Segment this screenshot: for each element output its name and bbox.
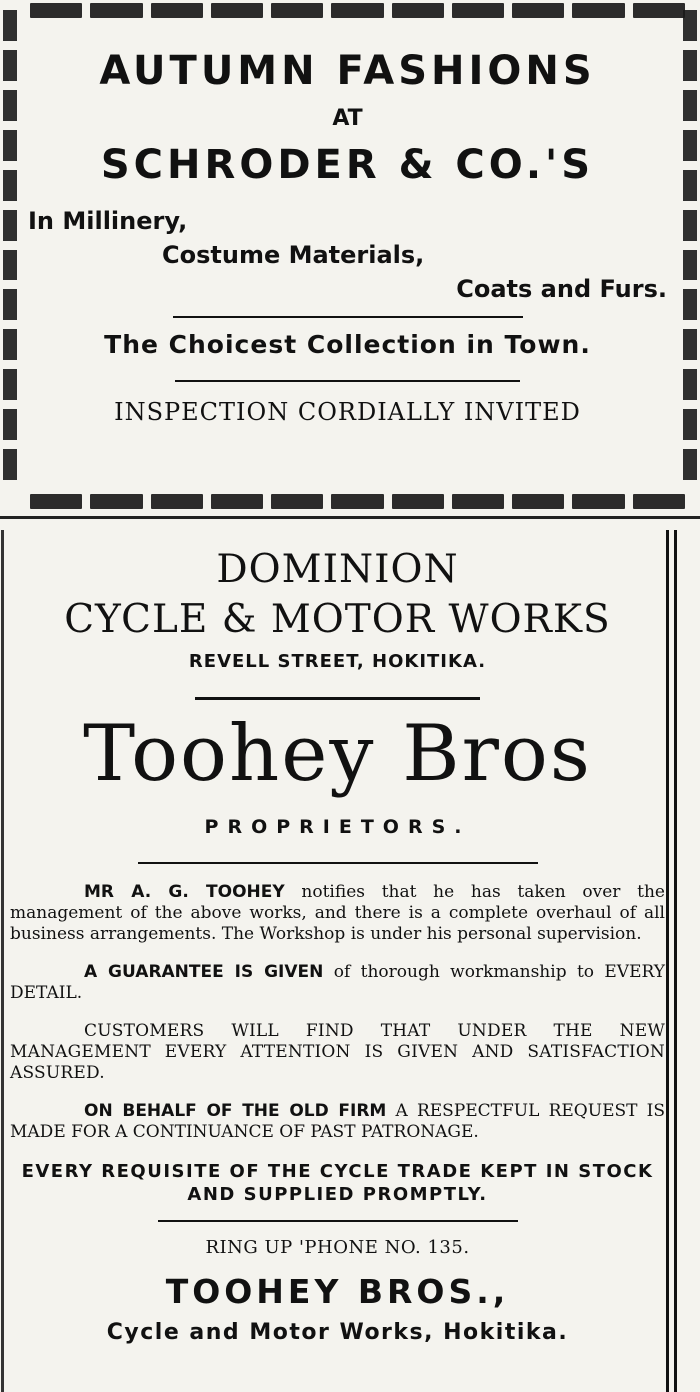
paragraph-old-firm [10,1101,665,1143]
paragraph-customers: CUSTOMERS WILL FIND THAT UNDER THE NEW MANAGEMENT EVERY ATTENTION IS GIVEN AND SATISFACTION ASSURED. [10,1021,665,1083]
line-millinery: In Millinery, [28,207,188,235]
signature: TOOHEY BROS., [165,1272,510,1311]
paragraph-text: notifies that he has taken over the management of the above works, and there is a complete overhaul of all business arrangements. The Workshop is under his personal supervision. [10,882,665,944]
signature-subtitle: Cycle and Motor Works, Hokitika. [106,1320,569,1345]
frame-rule-right-outer [674,530,677,1392]
paragraph-lead: ON BEHALF OF THE OLD FIRM [84,1101,387,1121]
frame-rule-left [1,530,4,1392]
schroder-advert-body [20,40,675,428]
divider [175,380,520,382]
divider [173,316,523,318]
schroder-advert [0,0,700,515]
line-coats: Coats and Furs. [456,275,667,303]
paragraph-management [10,882,665,945]
street-address: REVELL STREET, HOKITIKA. [188,651,487,672]
paragraph-lead: MR A. G. TOOHEY [84,882,285,902]
stock-notice: EVERY REQUISITE OF THE CYCLE TRADE KEPT IN STOCK AND SUPPLIED PROMPTLY. [21,1161,654,1205]
firm-name: Toohey Bros [83,709,592,799]
decorative-border-top [30,3,685,18]
store-name: SCHRODER & CO.'S [100,142,595,188]
divider [158,1220,518,1222]
inspection-invitation: INSPECTION CORDIALLY INVITED [114,398,581,426]
divider [195,697,480,700]
advert-heading: AUTUMN FASHIONS [99,48,596,94]
advert-at: AT [332,106,363,131]
toohey-advert [10,545,665,1348]
paragraph-guarantee [10,962,665,1004]
works-title-line2: CYCLE & MOTOR WORKS [64,597,611,642]
phone-number: RING UP 'PHONE NO. 135. [205,1237,470,1258]
decorative-border-right [683,10,697,480]
frame-rule-right [666,530,669,1392]
paragraph-text: A RESPECTFUL REQUEST IS MADE FOR A CONTINUANCE OF PAST PATRONAGE. [10,1101,665,1142]
decorative-border-left [3,10,17,480]
choicest-tagline: The Choicest Collection in Town. [104,330,591,359]
paragraph-lead: A GUARANTEE IS GIVEN [84,962,324,982]
column-separator [0,516,700,519]
proprietors-label: PROPRIETORS. [204,816,471,838]
decorative-border-bottom [30,494,685,509]
line-costume: Costume Materials, [162,241,425,269]
paragraph-text: of thorough workmanship to EVERY DETAIL. [10,962,665,1003]
works-title-line1: DOMINION [216,547,459,592]
divider [138,862,538,864]
